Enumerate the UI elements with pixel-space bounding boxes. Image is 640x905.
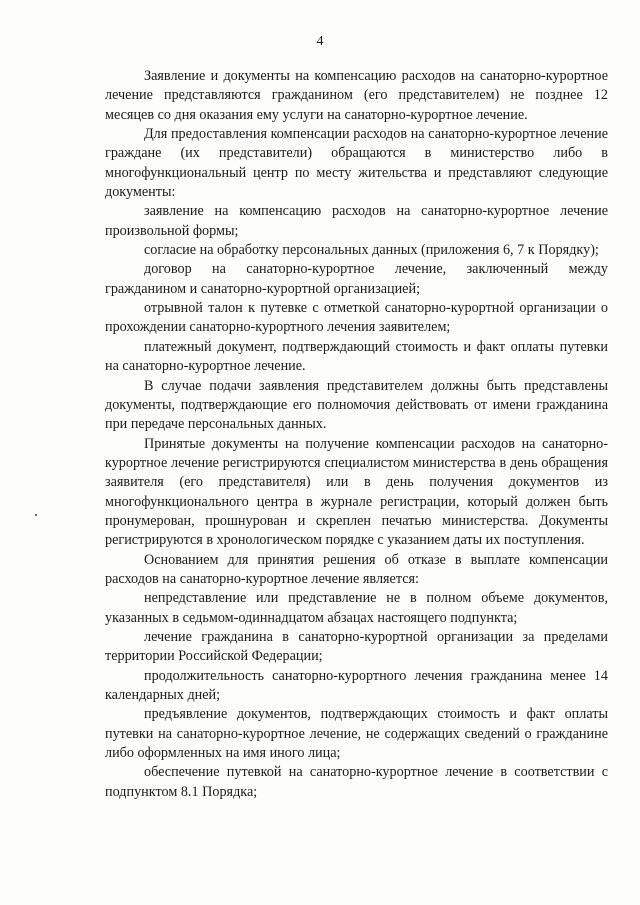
document-body: [105, 67, 608, 802]
paragraph-refusal-grounds-intro: Основанием для принятия решения об отказе в выплате компенсации расходов на санаторно-курортное лечение является:: [105, 551, 608, 587]
scan-speck: [35, 514, 37, 516]
paragraph-application-deadline: Заявление и документы на компенсацию расходов на санаторно-курортное лечение представляются гражданином (его представителем) не позднее 12 месяцев со дня оказания ему услуги на санаторно-курортное лечение.: [105, 68, 608, 123]
page-number: 4: [316, 34, 324, 49]
list-item-personal-data-consent: согласие на обработку персональных данных (приложения 6, 7 к Порядку);: [144, 242, 599, 259]
paragraph-representative-documents: В случае подачи заявления представителем должны быть представлены документы, подтверждающие его полномочия действовать от имени гражданина при передаче персональных данных.: [105, 377, 608, 433]
list-item-short-duration: продолжительность санаторно-курортного лечения гражданина менее 14 календарных дней;: [105, 667, 608, 703]
list-item-incomplete-documents: непредставление или представление не в полном объеме документов, указанных в седьмом-одиннадцатом абзацах настоящего подпункта;: [105, 590, 608, 626]
list-item-application: заявление на компенсацию расходов на санаторно-курортное лечение произвольной формы;: [105, 203, 608, 239]
paragraph-required-documents-intro: Для предоставления компенсации расходов на санаторно-курортное лечение граждане (их представители) обращаются в министерство либо в многофункциональный центр по месту жительства и представляют следующие документы:: [105, 126, 608, 201]
list-item-payment-document: платежный документ, подтверждающий стоимость и факт оплаты путевки на санаторно-курортное лечение.: [105, 338, 608, 375]
list-item-treatment-contract: договор на санаторно-курортное лечение, заключенный между гражданином и санаторно-курортной организацией;: [105, 261, 608, 297]
list-item-voucher-stub: отрывной талон к путевке с отметкой санаторно-курортной организации о прохождении санаторно-курортного лечения заявителем;: [105, 300, 608, 336]
list-item-treatment-abroad: лечение гражданина в санаторно-курортной организации за пределами территории Российской Федерации;: [105, 628, 608, 665]
list-item-documents-without-data: предъявление документов, подтверждающих стоимость и факт оплаты путевки на санаторно-курортное лечение, не содержащих сведений о гражданине либо оформленных на имя иного лица;: [105, 706, 608, 762]
paragraph-registration: Принятые документы на получение компенсации расходов на санаторно-курортное лечение регистрируются специалистом министерства в день обращения заявителя (его представителя) или в день получения документов из многофункционального центра в журнале регистрации, который должен быть пронумерован, прошнурован и скреплен печатью министерства. Документы регистрируются в хронологическом порядке с указанием даты их поступления.: [105, 435, 608, 549]
list-item-voucher-provided: обеспечение путевкой на санаторно-курортное лечение в соответствии с подпунктом 8.1 Порядка;: [105, 764, 608, 800]
